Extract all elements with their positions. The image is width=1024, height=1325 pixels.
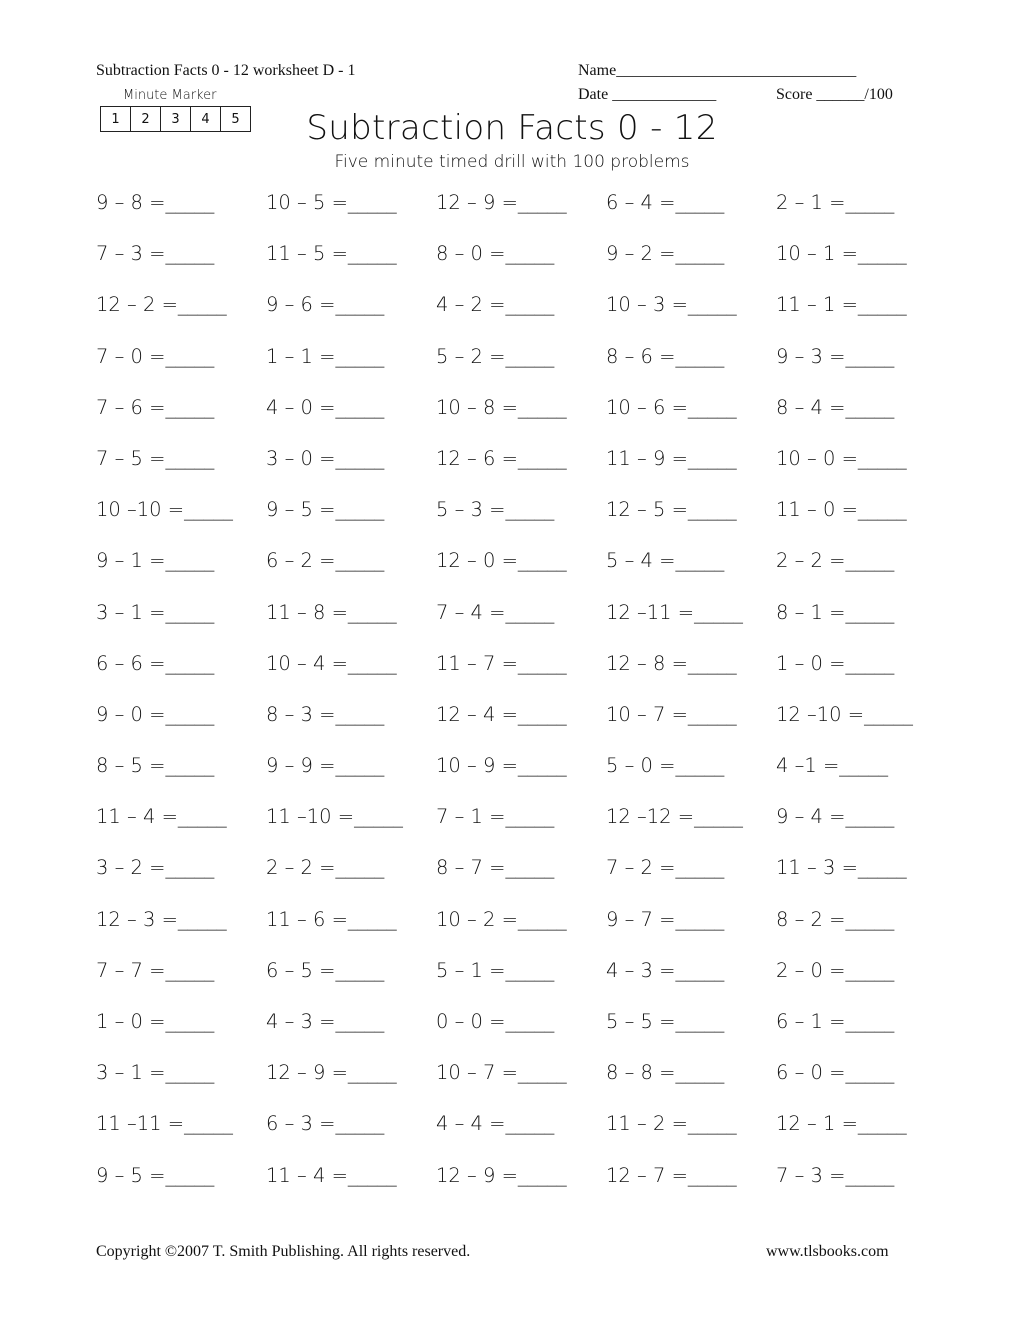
subtraction-problem: 6 – 5 =_____ xyxy=(266,958,385,982)
minute-marker-label: Minute Marker xyxy=(123,88,217,103)
subtraction-problem: 3 – 2 =_____ xyxy=(96,856,215,880)
subtraction-problem: 12 – 9 =_____ xyxy=(436,1163,567,1187)
subtraction-problem: 2 – 2 =_____ xyxy=(776,549,895,573)
copyright-notice: Copyright ©2007 T. Smith Publishing. All rights reserved. xyxy=(96,1243,471,1260)
minute-box-1: 1 xyxy=(101,107,131,131)
subtraction-problem: 5 – 3 =_____ xyxy=(436,498,555,522)
subtraction-problem: 7 – 2 =_____ xyxy=(606,856,725,880)
subtraction-problem: 7 – 0 =_____ xyxy=(96,344,215,368)
subtraction-problem: 8 – 0 =_____ xyxy=(436,242,555,266)
name-field: Name______________________________ xyxy=(578,62,857,79)
subtraction-problem: 11 – 6 =_____ xyxy=(266,907,397,931)
subtraction-problem: 5 – 4 =_____ xyxy=(606,549,725,573)
subtraction-problem: 11 – 4 =_____ xyxy=(96,805,227,829)
minute-box-3: 3 xyxy=(161,107,191,131)
subtraction-problem: 7 – 4 =_____ xyxy=(436,600,555,624)
subtraction-problem: 10 – 2 =_____ xyxy=(436,907,567,931)
subtraction-problem: 12 – 0 =_____ xyxy=(436,549,567,573)
subtraction-problem: 10 – 0 =_____ xyxy=(776,446,907,470)
subtraction-problem: 9 – 6 =_____ xyxy=(266,293,385,317)
subtraction-problem: 10 – 7 =_____ xyxy=(436,1061,567,1085)
subtraction-problem: 5 – 1 =_____ xyxy=(436,958,555,982)
subtraction-problem: 7 – 3 =_____ xyxy=(96,242,215,266)
subtraction-problem: 12 – 9 =_____ xyxy=(266,1061,397,1085)
subtraction-problem: 8 – 6 =_____ xyxy=(606,344,725,368)
subtraction-problem: 10 – 1 =_____ xyxy=(776,242,907,266)
minute-marker-boxes xyxy=(100,106,251,132)
subtraction-problem: 11 – 8 =_____ xyxy=(266,600,397,624)
subtraction-problem: 9 – 8 =_____ xyxy=(96,191,215,214)
subtraction-problem: 10 – 7 =_____ xyxy=(606,702,737,726)
subtraction-problem: 3 – 0 =_____ xyxy=(266,446,385,470)
subtraction-problem: 12 – 3 =_____ xyxy=(96,907,227,931)
subtraction-problem: 12 – 9 =_____ xyxy=(436,191,567,214)
subtraction-problem: 9 – 4 =_____ xyxy=(776,805,895,829)
subtraction-problem: 4 – 4 =_____ xyxy=(436,1112,555,1136)
subtraction-problem: 10 –10 =_____ xyxy=(96,498,233,522)
subtraction-problem: 1 – 0 =_____ xyxy=(776,651,895,675)
page-title: Subtraction Facts 0 - 12 xyxy=(306,108,718,148)
minute-box-2: 2 xyxy=(131,107,161,131)
subtraction-problem: 11 – 7 =_____ xyxy=(436,651,567,675)
subtraction-problem: 6 – 2 =_____ xyxy=(266,549,385,573)
subtraction-problem: 9 – 5 =_____ xyxy=(96,1163,215,1187)
problem-grid xyxy=(96,188,946,1212)
subtraction-problem: 11 – 1 =_____ xyxy=(776,293,907,317)
score-field: Score ______/100 xyxy=(776,86,893,103)
page-subtitle: Five minute timed drill with 100 problems xyxy=(334,152,690,172)
subtraction-problem: 10 – 8 =_____ xyxy=(436,395,567,419)
subtraction-problem: 8 – 2 =_____ xyxy=(776,907,895,931)
subtraction-problem: 12 – 1 =_____ xyxy=(776,1112,907,1136)
date-field: Date _____________ xyxy=(578,86,717,103)
subtraction-problem: 7 – 1 =_____ xyxy=(436,805,555,829)
subtraction-problem: 9 – 2 =_____ xyxy=(606,242,725,266)
subtraction-problem: 10 – 4 =_____ xyxy=(266,651,397,675)
subtraction-problem: 11 – 2 =_____ xyxy=(606,1112,737,1136)
subtraction-problem: 8 – 4 =_____ xyxy=(776,395,895,419)
subtraction-problem: 9 – 1 =_____ xyxy=(96,549,215,573)
subtraction-problem: 3 – 1 =_____ xyxy=(96,1061,215,1085)
subtraction-problem: 4 – 3 =_____ xyxy=(266,1010,385,1033)
subtraction-problem: 10 – 9 =_____ xyxy=(436,754,567,778)
subtraction-problem: 11 – 3 =_____ xyxy=(776,856,907,880)
subtraction-problem: 12 – 6 =_____ xyxy=(436,446,567,470)
subtraction-problem: 3 – 1 =_____ xyxy=(96,600,215,624)
subtraction-problem: 7 – 5 =_____ xyxy=(96,446,215,470)
subtraction-problem: 8 – 7 =_____ xyxy=(436,856,555,880)
subtraction-problem: 11 – 0 =_____ xyxy=(776,498,907,522)
subtraction-problem: 12 –10 =_____ xyxy=(776,702,913,726)
subtraction-problem: 10 – 5 =_____ xyxy=(266,191,397,214)
website-link: www.tlsbooks.com xyxy=(766,1243,889,1260)
subtraction-problem: 12 –12 =_____ xyxy=(606,805,743,829)
subtraction-problem: 4 –1 =_____ xyxy=(776,754,889,778)
subtraction-problem: 2 – 0 =_____ xyxy=(776,958,895,982)
subtraction-problem: 10 – 6 =_____ xyxy=(606,395,737,419)
subtraction-problem: 6 – 6 =_____ xyxy=(96,651,215,675)
worksheet-id: Subtraction Facts 0 - 12 worksheet D - 1 xyxy=(96,62,356,79)
subtraction-problem: 11 –11 =_____ xyxy=(96,1112,233,1136)
subtraction-problem: 12 – 8 =_____ xyxy=(606,651,737,675)
minute-box-5: 5 xyxy=(231,111,240,127)
subtraction-problem: 0 – 0 =_____ xyxy=(436,1010,555,1033)
subtraction-problem: 2 – 1 =_____ xyxy=(776,191,895,214)
subtraction-problem: 11 –10 =_____ xyxy=(266,805,403,829)
subtraction-problem: 1 – 1 =_____ xyxy=(266,344,385,368)
subtraction-problem: 7 – 3 =_____ xyxy=(776,1163,895,1187)
subtraction-problem: 1 – 0 =_____ xyxy=(96,1010,215,1033)
subtraction-problem: 9 – 0 =_____ xyxy=(96,702,215,726)
subtraction-problem: 11 – 5 =_____ xyxy=(266,242,397,266)
subtraction-problem: 4 – 2 =_____ xyxy=(436,293,555,317)
subtraction-problem: 12 – 2 =_____ xyxy=(96,293,227,317)
minute-box-4: 4 xyxy=(191,107,221,131)
subtraction-problem: 12 – 5 =_____ xyxy=(606,498,737,522)
subtraction-problem: 6 – 1 =_____ xyxy=(776,1010,895,1033)
subtraction-problem: 8 – 5 =_____ xyxy=(96,754,215,778)
subtraction-problem: 12 – 4 =_____ xyxy=(436,702,567,726)
subtraction-problem: 5 – 0 =_____ xyxy=(606,754,725,778)
subtraction-problem: 4 – 0 =_____ xyxy=(266,395,385,419)
subtraction-problem: 6 – 3 =_____ xyxy=(266,1112,385,1136)
subtraction-problem: 2 – 2 =_____ xyxy=(266,856,385,880)
subtraction-problem: 5 – 2 =_____ xyxy=(436,344,555,368)
subtraction-problem: 10 – 3 =_____ xyxy=(606,293,737,317)
subtraction-problem: 5 – 5 =_____ xyxy=(606,1010,725,1033)
subtraction-problem: 12 – 7 =_____ xyxy=(606,1163,737,1187)
subtraction-problem: 12 –11 =_____ xyxy=(606,600,743,624)
subtraction-problem: 6 – 4 =_____ xyxy=(606,191,725,214)
subtraction-problem: 11 – 4 =_____ xyxy=(266,1163,397,1187)
subtraction-problem: 9 – 5 =_____ xyxy=(266,498,385,522)
subtraction-problem: 9 – 3 =_____ xyxy=(776,344,895,368)
subtraction-problem: 7 – 6 =_____ xyxy=(96,395,215,419)
subtraction-problem: 9 – 7 =_____ xyxy=(606,907,725,931)
subtraction-problem: 9 – 9 =_____ xyxy=(266,754,385,778)
subtraction-problem: 4 – 3 =_____ xyxy=(606,958,725,982)
subtraction-problem: 8 – 1 =_____ xyxy=(776,600,895,624)
subtraction-problem: 8 – 8 =_____ xyxy=(606,1061,725,1085)
subtraction-problem: 8 – 3 =_____ xyxy=(266,702,385,726)
subtraction-problem: 7 – 7 =_____ xyxy=(96,958,215,982)
subtraction-problem: 6 – 0 =_____ xyxy=(776,1061,895,1085)
subtraction-problem: 11 – 9 =_____ xyxy=(606,446,737,470)
